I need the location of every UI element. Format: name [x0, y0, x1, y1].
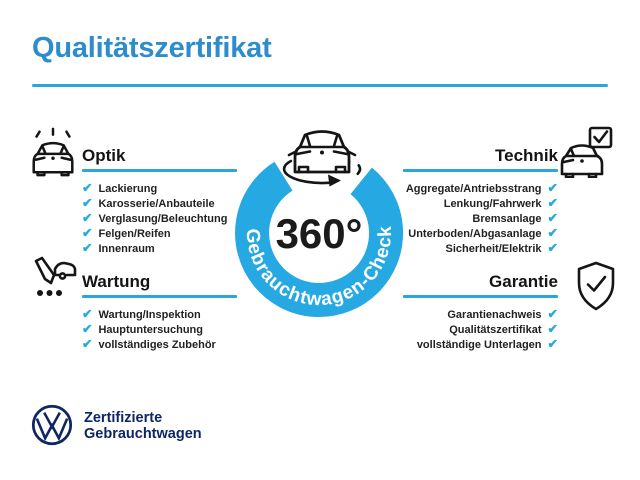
list-item	[403, 337, 558, 352]
check-icon: ✔	[82, 211, 93, 226]
list-item-label: Lackierung	[98, 182, 158, 195]
shiny-car-icon	[26, 124, 80, 180]
list-item	[403, 211, 558, 226]
check-icon: ✔	[82, 196, 93, 211]
section-divider	[403, 295, 558, 298]
list-item	[82, 337, 237, 352]
list-item	[403, 322, 558, 337]
car-front-icon	[289, 132, 355, 173]
service-checklist-icon	[27, 255, 77, 299]
brand-claim-line1: Zertifizierte	[84, 410, 163, 426]
list-item	[82, 322, 237, 337]
brand-claim	[84, 411, 202, 442]
list-item-label: vollständige Unterlagen	[416, 338, 542, 351]
check-icon: ✔	[547, 211, 558, 226]
list-item	[82, 307, 237, 322]
check-icon: ✔	[547, 226, 558, 241]
list-item-label: Aggregate/Antriebsstrang	[405, 182, 542, 195]
list-item	[403, 226, 558, 241]
list-item-label: Karosserie/Anbauteile	[98, 197, 215, 210]
section-optik	[82, 146, 237, 256]
list-item	[82, 181, 237, 196]
check-icon: ✔	[82, 241, 93, 256]
list-item	[82, 226, 237, 241]
vw-logo	[30, 403, 74, 447]
car-checkbox-icon	[558, 126, 614, 178]
list-item-label: Felgen/Reifen	[98, 227, 171, 240]
section-divider	[82, 295, 237, 298]
shield-check-icon	[576, 261, 616, 313]
section-wartung	[82, 272, 237, 352]
list-item-label: Unterboden/Abgasanlage	[408, 227, 542, 240]
list-item	[82, 211, 237, 226]
list-item	[82, 196, 237, 211]
section-garantie	[403, 272, 558, 352]
section-title: Technik	[495, 146, 558, 165]
check-icon: ✔	[82, 337, 93, 352]
page-title: Qualitätszertifikat	[32, 32, 272, 64]
section-title: Garantie	[489, 272, 558, 291]
check-icon: ✔	[547, 307, 558, 322]
check-icon: ✔	[547, 322, 558, 337]
list-item-label: Bremsanlage	[472, 212, 542, 225]
list-item	[403, 181, 558, 196]
check-icon: ✔	[547, 241, 558, 256]
list-item-label: Wartung/Inspektion	[98, 308, 201, 321]
list-item-label: Verglasung/Beleuchtung	[98, 212, 228, 225]
section-title: Wartung	[82, 272, 151, 291]
list-item-label: Sicherheit/Elektrik	[445, 242, 542, 255]
list-item-label: vollständiges Zubehör	[98, 338, 216, 351]
check-icon: ✔	[547, 337, 558, 352]
check-icon: ✔	[82, 226, 93, 241]
section-divider	[403, 169, 558, 172]
degree-label: 360°	[275, 210, 363, 257]
list-item	[403, 241, 558, 256]
360-check-emblem	[225, 115, 415, 325]
section-technik	[403, 146, 558, 256]
list-item-label: Lenkung/Fahrwerk	[443, 197, 542, 210]
list-item	[403, 307, 558, 322]
check-icon: ✔	[82, 181, 93, 196]
ring-label: Gebrauchtwagen-Check	[241, 225, 397, 311]
check-icon: ✔	[547, 196, 558, 211]
check-icon: ✔	[82, 307, 93, 322]
list-item	[403, 196, 558, 211]
list-item	[82, 241, 237, 256]
list-item-label: Garantienachweis	[447, 308, 542, 321]
section-divider	[82, 169, 237, 172]
list-item-label: Hauptuntersuchung	[98, 323, 203, 336]
check-icon: ✔	[547, 181, 558, 196]
brand-claim-line2: Gebrauchtwagen	[84, 425, 202, 442]
list-item-label: Innenraum	[98, 242, 155, 255]
list-item-label: Qualitätszertifikat	[449, 323, 542, 336]
section-title: Optik	[82, 146, 126, 165]
header-divider	[32, 84, 608, 87]
check-icon: ✔	[82, 322, 93, 337]
